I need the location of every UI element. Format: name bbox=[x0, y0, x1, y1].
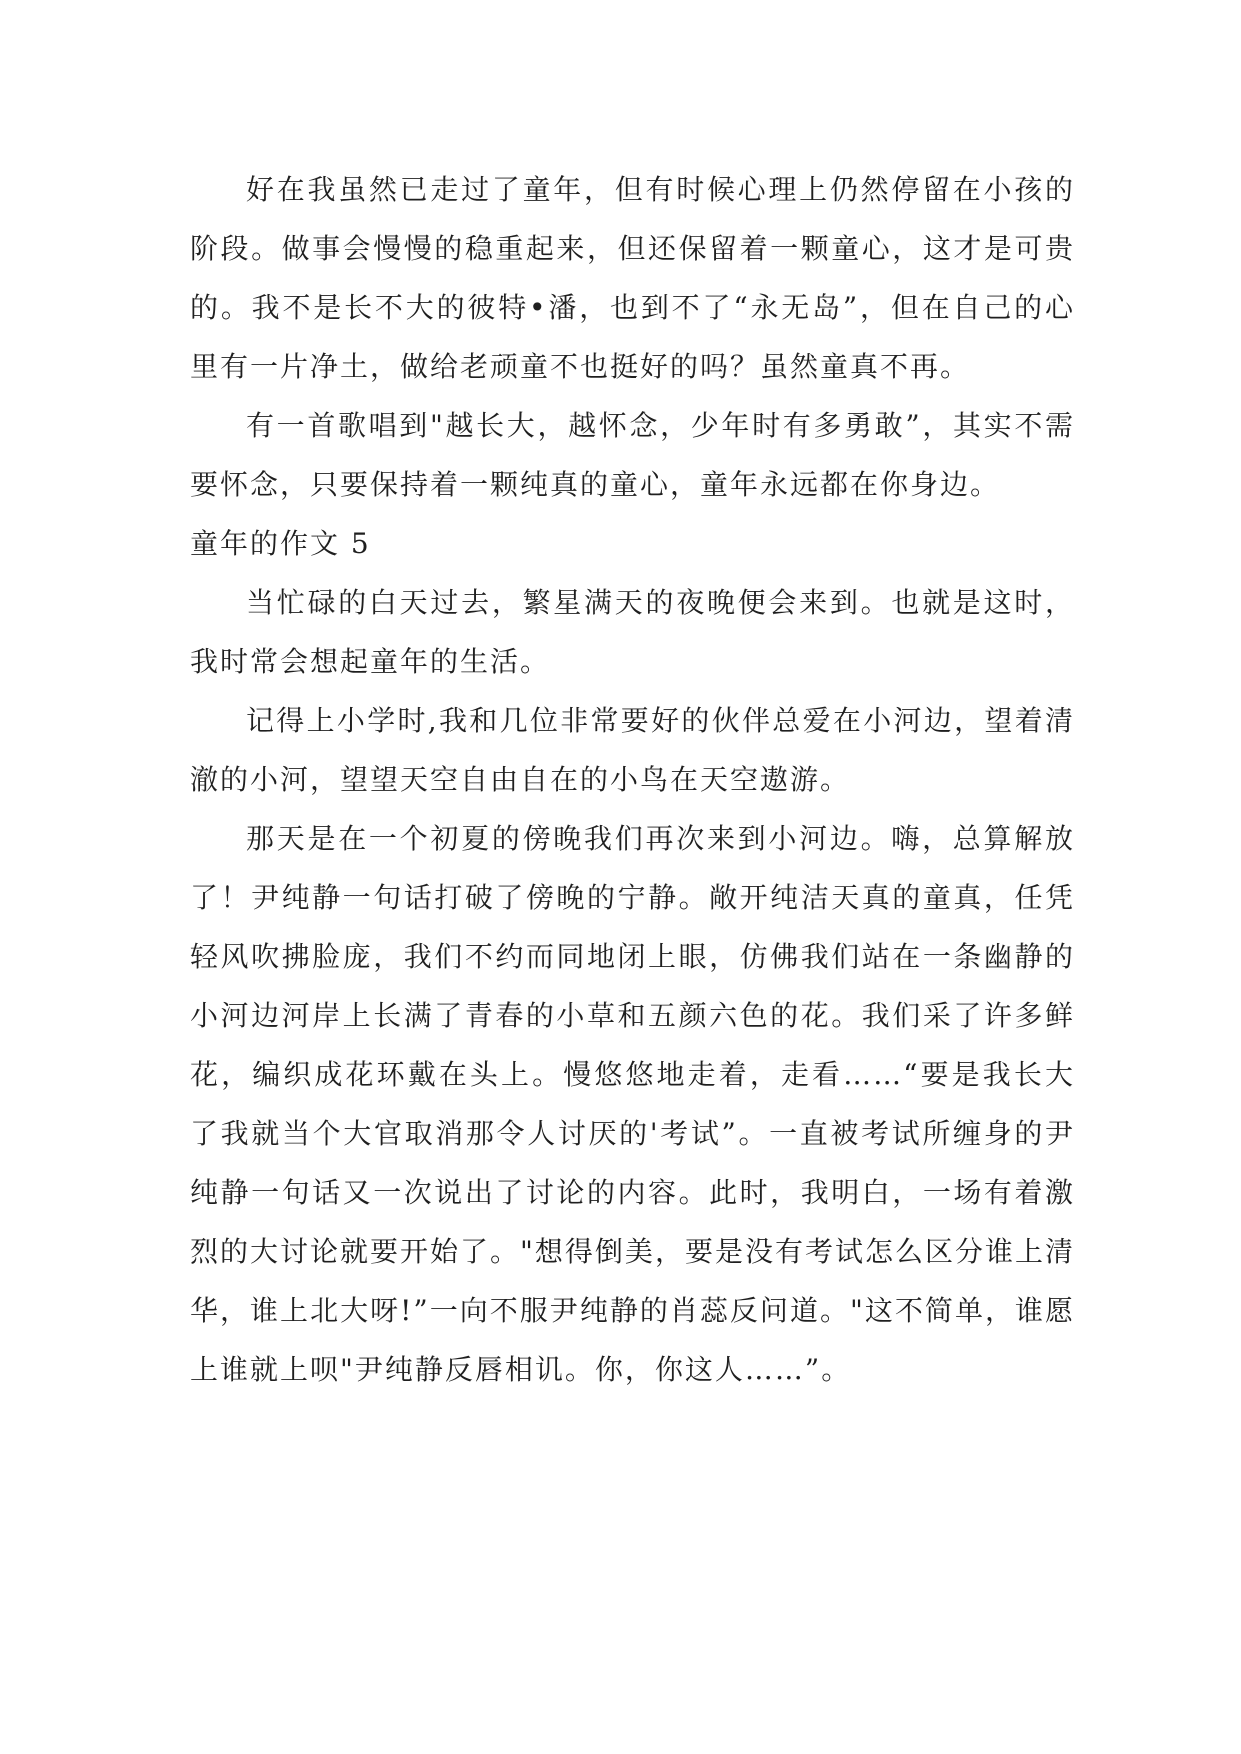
paragraph-river-friends: 记得上小学时,我和几位非常要好的伙伴总爱在小河边，望着清澈的小河，望望天空自由自在的小鸟在天空遨游。 bbox=[190, 704, 1075, 796]
paragraph-song-quote: 有一首歌唱到"越长大，越怀念，少年时有多勇敢”，其实不需要怀念，只要保持着一颗纯真的童心，童年永远都在你身边。 bbox=[190, 409, 1075, 501]
section-title: 童年的作文 5 bbox=[190, 527, 371, 560]
paragraph-childhood-heart: 好在我虽然已走过了童年，但有时候心理上仍然停留在小孩的阶段。做事会慢慢的稳重起来，但还保留着一颗童心，这才是可贵的。我不是长不大的彼特•潘，也到不了“永无岛”，但在自己的心里有一片净土，做给老顽童不也挺好的吗？虽然童真不再。 bbox=[190, 173, 1075, 383]
paragraph-evening-discussion: 那天是在一个初夏的傍晚我们再次来到小河边。嗨，总算解放了！尹纯静一句话打破了傍晚的宁静。敞开纯洁天真的童真，任凭轻风吹拂脸庞，我们不约而同地闭上眼，仿佛我们站在一条幽静的小河边河岸上长满了青春的小草和五颜六色的花。我们采了许多鲜花，编织成花环戴在头上。慢悠悠地走着，走看……“要是我长大了我就当个大官取消那令人讨厌的'考试”。一直被考试所缠身的尹纯静一句话又一次说出了讨论的内容。此时，我明白，一场有着激烈的大讨论就要开始了。"想得倒美，要是没有考试怎么区分谁上清华，谁上北大呀!”一向不服尹纯静的肖蕊反问道。"这不简单，谁愿上谁就上呗"尹纯静反唇相讥。你，你这人……”。 bbox=[190, 822, 1075, 1386]
paragraph-night-memory: 当忙碌的白天过去，繁星满天的夜晚便会来到。也就是这时，我时常会想起童年的生活。 bbox=[190, 586, 1075, 678]
document-body bbox=[190, 160, 1075, 1399]
